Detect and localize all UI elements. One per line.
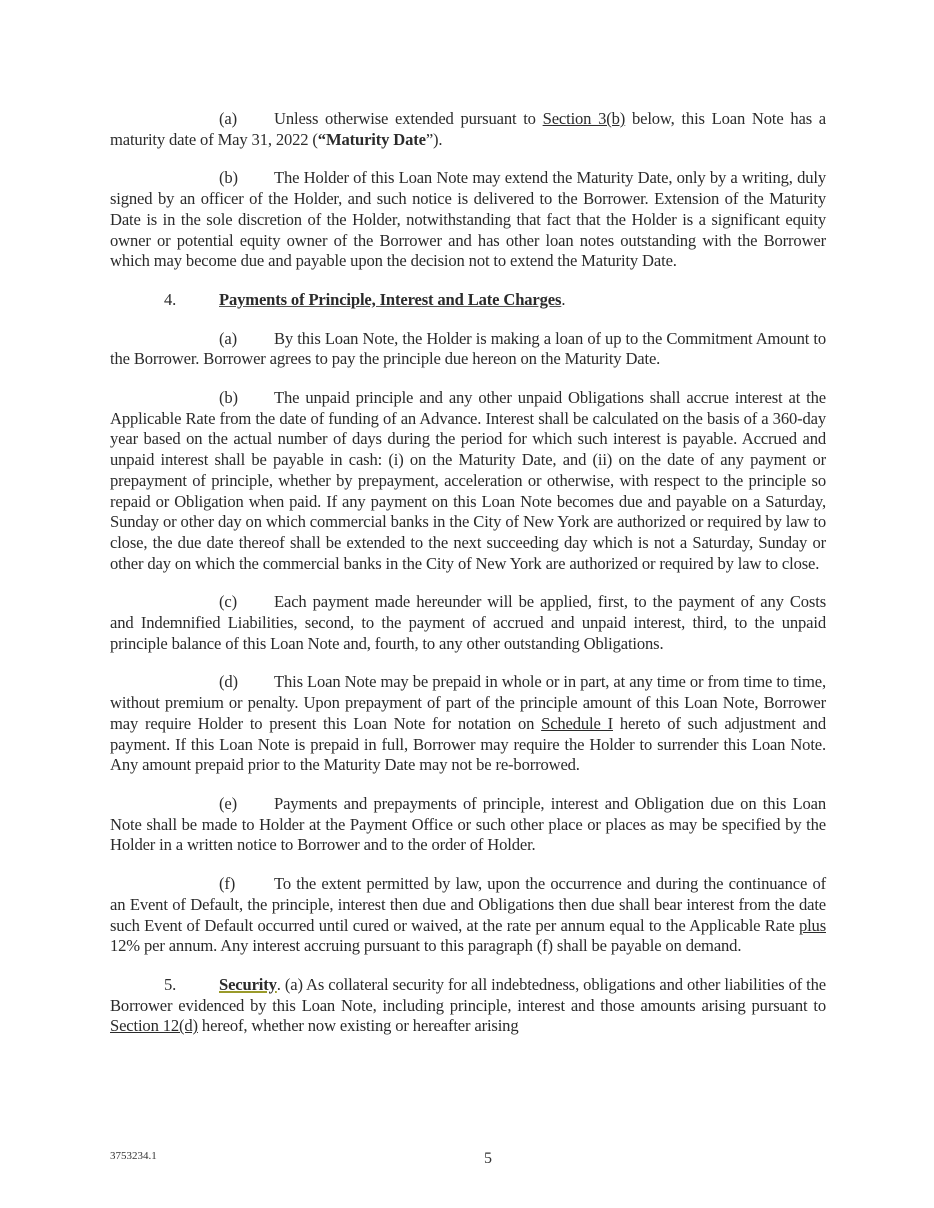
quote-open: “ bbox=[317, 129, 326, 149]
section-4-heading: 4. Payments of Principle, Interest and Late Charges. bbox=[164, 289, 566, 309]
paragraph-4f: (f) To the extent permitted by law, upon the occurrence and during the continuance of an Event of Default, the principle, interest then due and Obligations then due shall bear interest from the date such Event of Default occurred until cured or waived, at the rate per annum equal to the Applicable Rate plus 12% per annum. Any interest accruing pursuant to this paragraph (f) shall be payable on demand. bbox=[110, 874, 826, 956]
paragraph-4c: (c) Each payment made hereunder will be applied, first, to the payment of any Costs and Indemnified Liabilities, second, to the payment of accrued and unpaid interest, third, to the unpaid principle balance of this Loan Note and, fourth, to any other outstanding Obligations. bbox=[110, 592, 826, 653]
section-number: 4. bbox=[164, 289, 177, 309]
paragraph-4d: (d) This Loan Note may be prepaid in whole or in part, at any time or from time to time, without premium or penalty. Upon prepayment of part of the principle amount of this Loan Note, Borrower may require Holder to present this Loan Note for notation on Schedule I hereto of such adjustment and payment. If this Loan Note is prepaid in full, Borrower may require the Holder to surrender this Loan Note. Any amount prepaid prior to the Maturity Date may not be re-borrowed. bbox=[110, 672, 827, 775]
paragraph-label: (a) bbox=[219, 109, 237, 128]
section-title-security: Security bbox=[219, 974, 277, 994]
paragraph-label: (d) bbox=[219, 672, 238, 692]
paragraph-4e: (e) Payments and prepayments of principle, interest and Obligation due on this Loan Note shall be made to Holder at the Payment Office or such other place or places as may be specified by the Holder in a written notice to Borrower and to the order of Holder. bbox=[110, 793, 826, 855]
paragraph-4a: (a) By this Loan Note, the Holder is making a loan of up to the Commitment Amount to the Borrower. Borrower agrees to pay the principle due hereon on the Maturity Date. bbox=[110, 328, 826, 369]
section-12d-reference: Section 12(d) bbox=[110, 1016, 198, 1036]
paragraph-label: (a) bbox=[219, 328, 237, 348]
paragraph-3a: (a) Unless otherwise extended pursuant to Section 3(b) below, this Loan Note has a maturity date of May 31, 2022 (“Maturity Date”). bbox=[110, 109, 827, 149]
paragraph-label: (e) bbox=[219, 793, 237, 813]
paragraph-5a: 5. Security. (a) As collateral security for all indebtedness, obligations and other liabilities of the Borrower evidenced by this Loan Note, including principle, interest and those amounts arising pursuant to Section 12(d) hereof, whether now existing or hereafter arising bbox=[110, 974, 826, 1036]
section-3b-reference: Section 3(b) bbox=[542, 109, 626, 128]
section-number: 5. bbox=[164, 974, 177, 994]
plus-emphasis: plus bbox=[798, 915, 826, 935]
section-title: Payments of Principle, Interest and Late Charges bbox=[219, 289, 562, 309]
schedule-i-reference: Schedule I bbox=[541, 713, 613, 733]
paragraph-label: (c) bbox=[219, 592, 237, 612]
paragraph-label: (b) bbox=[219, 168, 238, 188]
paragraph-4b: (b) The unpaid principle and any other unpaid Obligations shall accrue interest at the Applicable Rate from the date of funding of an Advance. Interest shall be calculated on the basis of a 360-day year based on the actual number of days during the period for which such interest is payable. Accrued and unpaid interest shall be payable in cash: (i) on the Maturity Date, and (ii) on the date of any payment or prepayment of principle, whether by prepayment, acceleration or otherwise, with respect to the principle so repaid or Obligation when paid. If any payment on this Loan Note becomes due and payable on a Saturday, Sunday or other day on which commercial banks in the City of New York are authorized or required by law to close, the due date thereof shall be extended to the next succeeding day which is not a Saturday, Sunday or other day on which the commercial banks in the City of New York are authorized or required by law to close. bbox=[110, 388, 826, 573]
defined-term-maturity-date: Maturity Date bbox=[325, 129, 426, 149]
paragraph-label: (b) bbox=[219, 388, 238, 408]
document-page bbox=[110, 109, 826, 1055]
document-id: 3753234.1 bbox=[110, 1150, 157, 1162]
page-number: 5 bbox=[484, 1150, 492, 1167]
paragraph-3b: (b) The Holder of this Loan Note may extend the Maturity Date, only by a writing, duly signed by an officer of the Holder, and such notice is delivered to the Borrower. Extension of the Maturity Date is in the sole discretion of the Holder, notwithstanding that fact that the Holder is a significant equity owner or potential equity owner of the Borrower and has other loan notes outstanding with the Borrower which may become due and payable upon the decision not to extend the Maturity Date. bbox=[110, 168, 826, 271]
paragraph-label: (f) bbox=[219, 874, 236, 894]
